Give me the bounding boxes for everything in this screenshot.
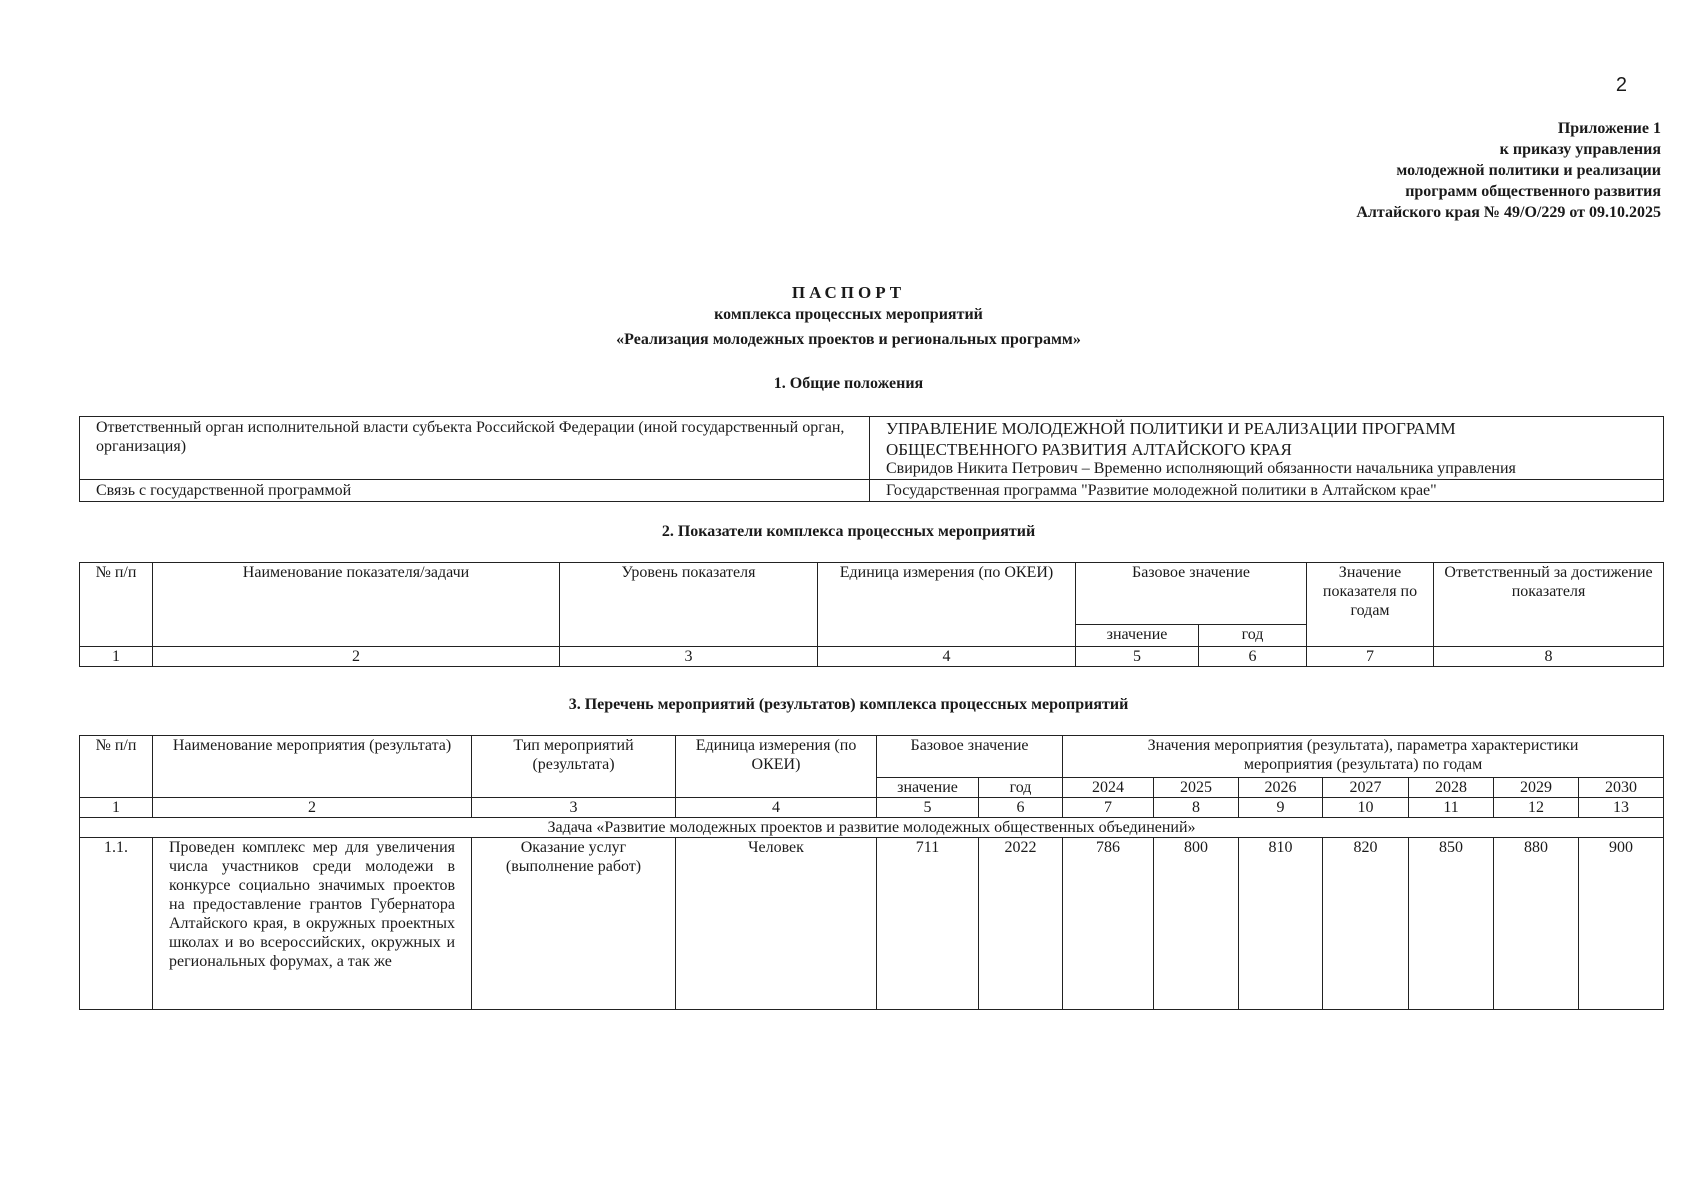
header-responsible: Ответственный за достижение показателя	[1434, 563, 1664, 647]
header-year: 2028	[1409, 778, 1494, 798]
row-num: 1.1.	[80, 838, 153, 1010]
header-num: № п/п	[80, 736, 153, 798]
responsible-body-value	[870, 417, 1664, 480]
column-number: 7	[1063, 798, 1154, 818]
section1-heading: 1. Общие положения	[773, 375, 924, 392]
responsible-body-label: Ответственный орган исполнительной власти субъекта Российской Федерации (иной государственный орган, организация)	[80, 417, 870, 480]
header-year: 2029	[1494, 778, 1579, 798]
header-unit: Единица измерения (по ОКЕИ)	[818, 563, 1076, 647]
appendix-line: молодежной политики и реализации	[1396, 162, 1661, 179]
column-number: 5	[1076, 647, 1199, 667]
header-by-years: Значение показателя по годам	[1307, 563, 1434, 647]
header-base: Базовое значение	[1076, 563, 1307, 625]
column-number: 2	[153, 798, 472, 818]
row-value: 810	[1239, 838, 1323, 1010]
appendix-block	[1356, 118, 1661, 223]
column-number: 6	[979, 798, 1063, 818]
responsible-person: Свиридов Никита Петрович – Временно исполняющий обязанности начальника управления	[886, 460, 1516, 477]
column-number: 5	[877, 798, 979, 818]
row-value: 786	[1063, 838, 1154, 1010]
header-name: Наименование мероприятия (результата)	[153, 736, 472, 798]
header-base-value: значение	[877, 778, 979, 798]
document-title: ПАСПОРТ	[791, 283, 906, 302]
header-base-year: год	[1199, 625, 1307, 647]
row-base-year: 2022	[979, 838, 1063, 1010]
column-number: 4	[818, 647, 1076, 667]
row-value: 800	[1154, 838, 1239, 1010]
column-numbers-row	[80, 798, 1664, 818]
header-values-title: Значения мероприятия (результата), параметра характеристики мероприятия (результата) по годам	[1063, 736, 1664, 778]
column-number: 7	[1307, 647, 1434, 667]
column-number: 1	[80, 647, 153, 667]
responsible-body-line: ОБЩЕСТВЕННОГО РАЗВИТИЯ АЛТАЙСКОГО КРАЯ	[886, 440, 1292, 459]
row-unit: Человек	[676, 838, 877, 1010]
task-title: Задача «Развитие молодежных проектов и развитие молодежных общественных объединений»	[80, 818, 1664, 838]
activities-table	[79, 735, 1664, 1010]
header-num: № п/п	[80, 563, 153, 647]
column-number: 10	[1323, 798, 1409, 818]
header-name: Наименование показателя/задачи	[153, 563, 560, 647]
section3-heading: 3. Перечень мероприятий (результатов) комплекса процессных мероприятий	[568, 696, 1129, 713]
column-numbers-row	[80, 647, 1664, 667]
header-year: 2026	[1239, 778, 1323, 798]
table-row	[80, 480, 1664, 502]
table-row	[80, 417, 1664, 480]
table-header-row	[80, 736, 1664, 778]
table-row	[80, 838, 1664, 1010]
header-base-value: значение	[1076, 625, 1199, 647]
column-number: 2	[153, 647, 560, 667]
column-number: 11	[1409, 798, 1494, 818]
header-year: 2027	[1323, 778, 1409, 798]
appendix-line: к приказу управления	[1499, 141, 1661, 158]
header-year: 2025	[1154, 778, 1239, 798]
header-level: Уровень показателя	[560, 563, 818, 647]
header-base: Базовое значение	[877, 736, 1063, 778]
row-value: 900	[1579, 838, 1664, 1010]
column-number: 3	[560, 647, 818, 667]
appendix-line: Приложение 1	[1557, 120, 1661, 137]
document-subtitle-program: «Реализация молодежных проектов и региональных программ»	[616, 331, 1081, 348]
section2-heading: 2. Показатели комплекса процессных мероприятий	[661, 523, 1036, 540]
column-number: 6	[1199, 647, 1307, 667]
column-number: 9	[1239, 798, 1323, 818]
page-number: 2	[1615, 74, 1627, 96]
column-number: 8	[1434, 647, 1664, 667]
row-name	[153, 838, 472, 1010]
row-base-value: 711	[877, 838, 979, 1010]
column-number: 8	[1154, 798, 1239, 818]
column-number: 12	[1494, 798, 1579, 818]
task-row	[80, 818, 1664, 838]
table-header-row	[80, 563, 1664, 625]
responsible-body-line: УПРАВЛЕНИЕ МОЛОДЕЖНОЙ ПОЛИТИКИ И РЕАЛИЗАЦИИ ПРОГРАММ	[886, 419, 1456, 438]
header-unit: Единица измерения (по ОКЕИ)	[676, 736, 877, 798]
column-number: 13	[1579, 798, 1664, 818]
header-year: 2030	[1579, 778, 1664, 798]
header-base-year: год	[979, 778, 1063, 798]
general-provisions-table	[79, 416, 1664, 502]
program-link-value: Государственная программа "Развитие молодежной политики в Алтайском крае"	[870, 480, 1664, 502]
document-subtitle: комплекса процессных мероприятий	[714, 306, 983, 323]
column-number: 1	[80, 798, 153, 818]
column-number: 3	[472, 798, 676, 818]
row-value: 850	[1409, 838, 1494, 1010]
row-value: 880	[1494, 838, 1579, 1010]
appendix-line: Алтайского края № 49/О/229 от 09.10.2025	[1356, 204, 1661, 221]
appendix-line: программ общественного развития	[1405, 183, 1661, 200]
row-name-text: Проведен комплекс мер для увеличения числа участников среди молодежи в конкурсе социально значимых проектов на предоставление грантов Губернатора Алтайского края, в окружных проектных школах и во всероссийских, окружных и региональных форумах, а так же	[169, 839, 455, 970]
row-type: Оказание услуг (выполнение работ)	[472, 838, 676, 1010]
header-year: 2024	[1063, 778, 1154, 798]
header-type: Тип мероприятий (результата)	[472, 736, 676, 798]
program-link-label: Связь с государственной программой	[80, 480, 870, 502]
row-value: 820	[1323, 838, 1409, 1010]
indicators-table	[79, 562, 1664, 667]
column-number: 4	[676, 798, 877, 818]
